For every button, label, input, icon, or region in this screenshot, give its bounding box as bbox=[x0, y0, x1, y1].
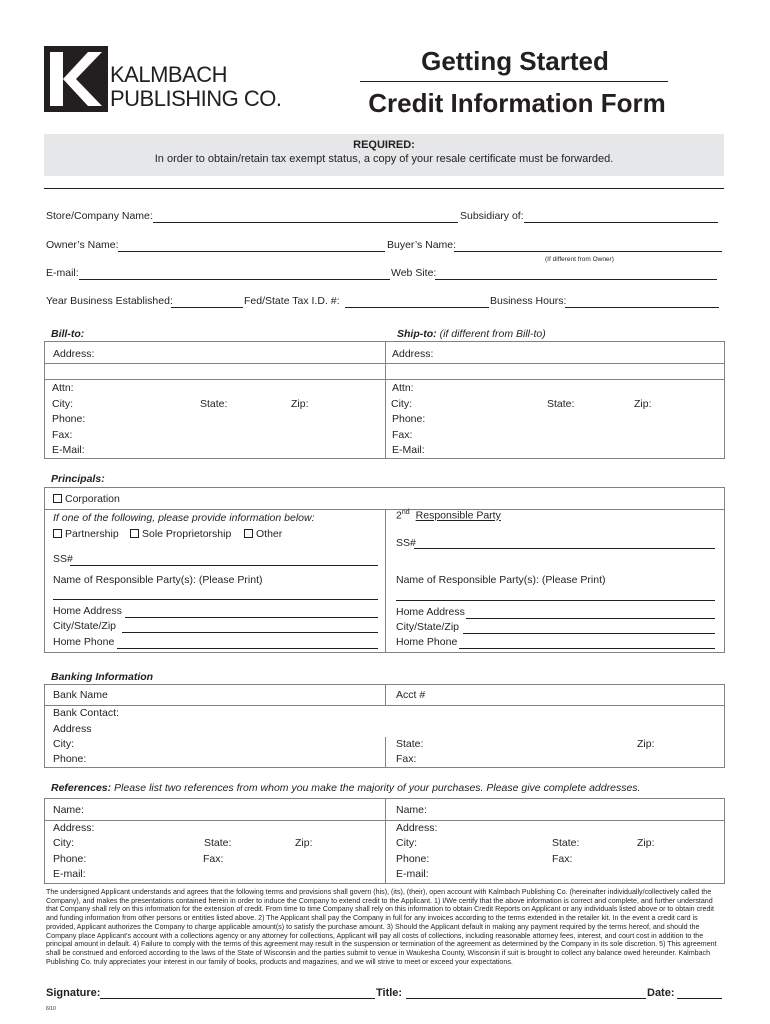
ship-fax-label: Fax: bbox=[392, 429, 413, 441]
bank-contact-label: Bank Contact: bbox=[53, 707, 119, 719]
if-one-note: If one of the following, please provide information below: bbox=[53, 512, 315, 524]
bill-address-label: Address: bbox=[53, 348, 95, 360]
principal-name-field[interactable] bbox=[53, 599, 378, 600]
ship-to-heading bbox=[397, 328, 546, 340]
principal-ss-label: SS# bbox=[53, 553, 73, 565]
hours-label: Business Hours: bbox=[490, 295, 567, 307]
bill-attn-label: Attn: bbox=[52, 382, 74, 394]
ship-email-label: E-Mail: bbox=[392, 444, 425, 456]
sole-label: Sole Proprietorship bbox=[142, 528, 232, 540]
principal-name-label: Name of Responsible Party(s): (Please Print) bbox=[53, 574, 263, 586]
owner-label: Owner’s Name: bbox=[46, 239, 119, 251]
store-field[interactable] bbox=[153, 222, 458, 223]
ref1-city-label: City: bbox=[53, 837, 74, 849]
bill-ship-row-line bbox=[44, 379, 725, 380]
other-checkbox[interactable] bbox=[244, 529, 253, 538]
principal-csz-field[interactable] bbox=[122, 632, 378, 633]
principals-heading: Principals: bbox=[51, 473, 105, 485]
sig-title-field[interactable] bbox=[406, 998, 646, 999]
bank-state-label: State: bbox=[396, 738, 424, 750]
second-label: Responsible Party bbox=[415, 509, 501, 522]
ship-phone-label: Phone: bbox=[392, 413, 426, 425]
footer-code: 6/10 bbox=[46, 1006, 56, 1012]
tax-label: Fed/State Tax I.D. #: bbox=[244, 295, 340, 307]
ref1-phone-label: Phone: bbox=[53, 853, 87, 865]
bill-city-label: City: bbox=[52, 398, 73, 410]
principal-phone-field[interactable] bbox=[117, 648, 378, 649]
bill-zip-label: Zip: bbox=[291, 398, 309, 410]
references-note: Please list two references from whom you make the majority of your purchases. Please give complete addresses. bbox=[114, 782, 641, 794]
bank-address-label: Address bbox=[53, 723, 92, 735]
principal-csz-label: City/State/Zip bbox=[53, 620, 117, 632]
terms-paragraph: The undersigned Applicant understands and agrees that the following terms and provisions shall govern (his), (its), (their), open account with Kalmbach Publishing Co. (hereinafter individually/collectively called the Company), and makes the presentations contained herein in order to induce the Company to extend credit to the Applicant. 1) I/We certify that the above information is correct and complete, and further understand that Company shall rely on this information for the extension of credit. From time to time Company shall rely on this information to obtain Credit Reports on Applicant or any individuals listed above or to obtain credit and funding information from other persons or entities listed above. 2) The Applicant shall pay the Company in full for any invoices according to the terms extended in the retailer kit. In the event a credit card is provided, Applicant authorizes the Company to charge applicable amount(s) to satisfy the purchase amount. 3) Should the Applicant default in making any payment required by the terms hereof, and should the Company place Applicant’s account with a collections agency or any attorney for collections, Applicant will pay all costs of collections, including reasonable attorney fees, interest, and court cost in addition to the principal amount in default. 4) Failure to comply with the terms of this agreement may result in the suspension or termination of the agreement as determined by the Company in its sole discretion. 5) This agreement shall be construed and enforced according to the laws of the State of Wisconsin and the parties submit to venue in Waukesha County, Wisconsin if suit is brought to collect any balance owed hereunder. Kalmbach Publishing Co. truly appreciates your interest in our family of books, products and magazines, and we will strive to meet or exceed your expectations. bbox=[46, 888, 717, 966]
required-label: REQUIRED: bbox=[353, 139, 415, 151]
website-field[interactable] bbox=[435, 279, 717, 280]
bill-ship-divider bbox=[385, 341, 386, 459]
ref1-state-label: State: bbox=[204, 837, 232, 849]
sig-date-field[interactable] bbox=[677, 998, 722, 999]
second-phone-field[interactable] bbox=[459, 648, 715, 649]
corporation-option[interactable] bbox=[53, 493, 120, 505]
store-label: Store/Company Name: bbox=[46, 210, 153, 222]
second-sup: nd bbox=[401, 509, 410, 516]
subsidiary-label: Subsidiary of: bbox=[460, 210, 524, 222]
ship-address-label: Address: bbox=[392, 348, 434, 360]
banking-row-line bbox=[44, 705, 725, 706]
sig-date-label: Date: bbox=[647, 987, 675, 999]
second-phone-label: Home Phone bbox=[396, 636, 458, 648]
title-divider bbox=[360, 81, 668, 82]
bank-city-label: City: bbox=[53, 738, 74, 750]
acct-label: Acct # bbox=[396, 689, 426, 701]
ship-attn-label: Attn: bbox=[392, 382, 414, 394]
buyer-label: Buyer’s Name: bbox=[387, 239, 457, 251]
ref2-city-label: City: bbox=[396, 837, 417, 849]
ref1-address-label: Address: bbox=[53, 822, 95, 834]
signature-field[interactable] bbox=[100, 998, 375, 999]
principal-home-address-label: Home Address bbox=[53, 605, 122, 617]
sole-option[interactable] bbox=[130, 528, 231, 540]
ref2-state-label: State: bbox=[552, 837, 580, 849]
ship-state-label: State: bbox=[547, 398, 575, 410]
page-title-line2: Credit Information Form bbox=[368, 88, 666, 118]
other-option[interactable] bbox=[244, 528, 282, 540]
references-divider bbox=[385, 798, 386, 884]
section-divider bbox=[44, 188, 724, 189]
bill-state-label: State: bbox=[200, 398, 228, 410]
ref2-email-label: E-mail: bbox=[396, 868, 429, 880]
ship-to-note: (if different from Bill-to) bbox=[439, 328, 546, 340]
second-csz-label: City/State/Zip bbox=[396, 621, 460, 633]
bill-to-heading: Bill-to: bbox=[51, 328, 85, 340]
references-label: References: bbox=[51, 782, 112, 794]
principal-home-address-field[interactable] bbox=[125, 617, 378, 618]
buyer-field[interactable] bbox=[454, 251, 722, 252]
banking-divider-bottom bbox=[385, 737, 386, 768]
banking-divider-top bbox=[385, 684, 386, 705]
email-field[interactable] bbox=[79, 279, 390, 280]
principals-divider bbox=[385, 509, 386, 653]
buyer-note: (If different from Owner) bbox=[545, 256, 614, 263]
ref2-zip-label: Zip: bbox=[637, 837, 655, 849]
bill-fax-label: Fax: bbox=[52, 429, 73, 441]
bank-zip-label: Zip: bbox=[637, 738, 655, 750]
ref2-address-label: Address: bbox=[396, 822, 438, 834]
ref2-name-label: Name: bbox=[396, 804, 427, 816]
subsidiary-field[interactable] bbox=[524, 222, 718, 223]
second-party-heading bbox=[396, 509, 501, 522]
sole-checkbox[interactable] bbox=[130, 529, 139, 538]
other-label: Other bbox=[256, 528, 283, 540]
second-name-field[interactable] bbox=[396, 600, 715, 601]
principal-phone-label: Home Phone bbox=[53, 636, 115, 648]
second-csz-field[interactable] bbox=[463, 633, 715, 634]
corporation-label: Corporation bbox=[65, 493, 120, 505]
bank-phone-label: Phone: bbox=[53, 753, 87, 765]
ref1-name-label: Name: bbox=[53, 804, 84, 816]
partnership-checkbox[interactable] bbox=[53, 529, 62, 538]
banking-heading: Banking Information bbox=[51, 671, 154, 683]
bank-name-label: Bank Name bbox=[53, 689, 108, 701]
sig-title-label: Title: bbox=[376, 987, 403, 999]
company-name-line2: PUBLISHING CO. bbox=[110, 86, 282, 111]
ref1-zip-label: Zip: bbox=[295, 837, 313, 849]
hours-field[interactable] bbox=[565, 307, 719, 308]
ship-zip-label: Zip: bbox=[634, 398, 652, 410]
ship-city-label: City: bbox=[391, 398, 412, 410]
second-num: 2 bbox=[396, 509, 402, 522]
ref1-fax-label: Fax: bbox=[203, 853, 224, 865]
year-field[interactable] bbox=[171, 307, 243, 308]
principal-ss-field[interactable] bbox=[70, 565, 378, 566]
second-home-address-label: Home Address bbox=[396, 606, 465, 618]
ref2-phone-label: Phone: bbox=[396, 853, 430, 865]
signature-label: Signature: bbox=[46, 987, 101, 999]
bill-email-label: E-Mail: bbox=[52, 444, 85, 456]
corporation-checkbox[interactable] bbox=[53, 494, 62, 503]
tax-field[interactable] bbox=[345, 307, 489, 308]
second-ss-label: SS# bbox=[396, 537, 416, 549]
page-title-line1: Getting Started bbox=[421, 46, 609, 76]
logo-mark bbox=[44, 46, 108, 112]
year-label: Year Business Established: bbox=[46, 295, 173, 307]
ship-to-label: Ship-to: bbox=[397, 328, 437, 340]
ref1-email-label: E-mail: bbox=[53, 868, 86, 880]
second-name-label: Name of Responsible Party(s): (Please Print) bbox=[396, 574, 606, 586]
bill-phone-label: Phone: bbox=[52, 413, 86, 425]
website-label: Web Site: bbox=[391, 267, 437, 279]
ref2-fax-label: Fax: bbox=[552, 853, 573, 865]
bank-fax-label: Fax: bbox=[396, 753, 417, 765]
second-home-address-field[interactable] bbox=[466, 618, 715, 619]
company-name-line1: KALMBACH bbox=[110, 62, 228, 87]
logo-k-icon bbox=[44, 46, 108, 112]
email-label: E-mail: bbox=[46, 267, 79, 279]
required-text: In order to obtain/retain tax exempt status, a copy of your resale certificate must be forwarded. bbox=[154, 153, 614, 165]
owner-field[interactable] bbox=[118, 251, 385, 252]
bill-ship-row-line bbox=[44, 363, 725, 364]
required-notice bbox=[44, 134, 724, 176]
second-ss-field[interactable] bbox=[414, 548, 715, 549]
partnership-option[interactable] bbox=[53, 528, 119, 540]
references-heading bbox=[51, 782, 640, 794]
partnership-label: Partnership bbox=[65, 528, 119, 540]
